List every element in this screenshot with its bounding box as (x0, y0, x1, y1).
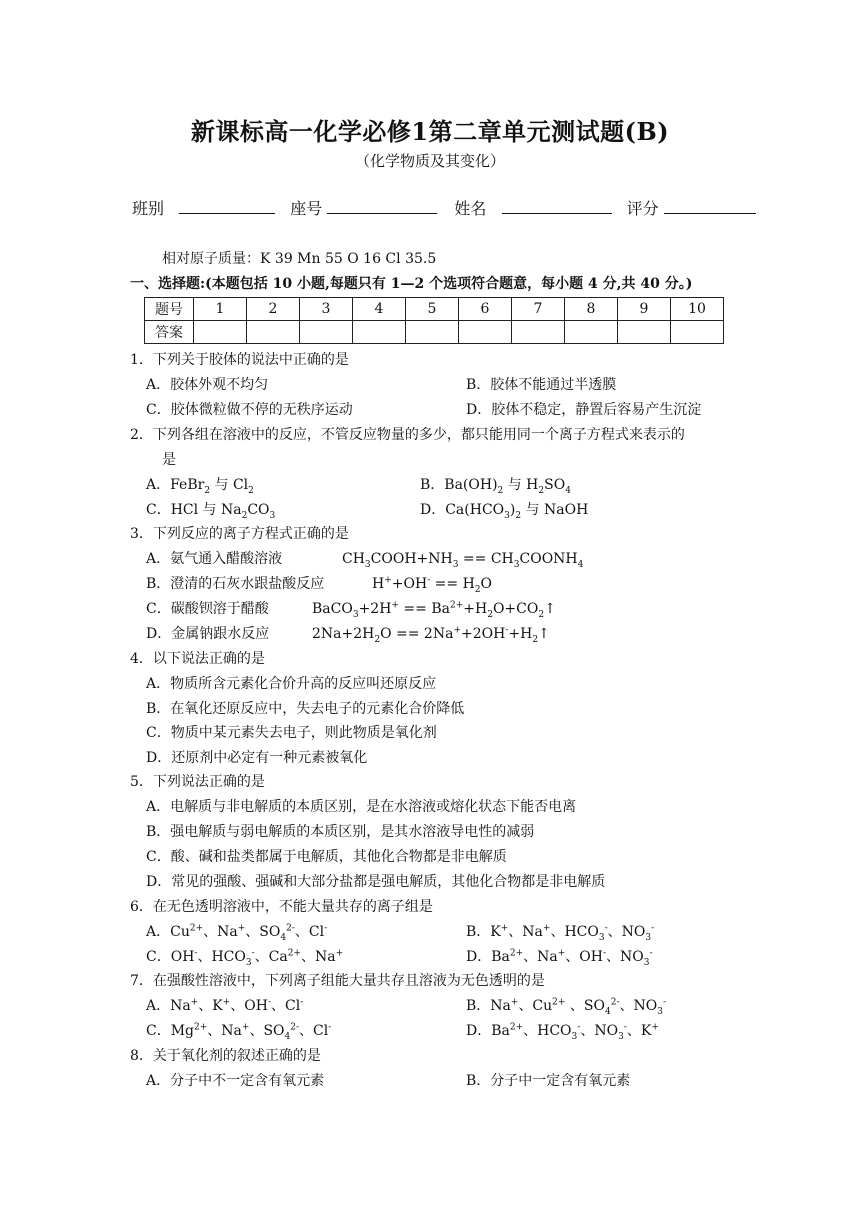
answer-table (144, 297, 724, 344)
q4-option-a: A．物质所含元素化合价升高的反应叫还原反应 (146, 676, 437, 692)
answer-cell[interactable] (671, 321, 724, 344)
q8-option-a: A．分子中不一定含有氧元素 (146, 1073, 325, 1089)
answer-cell[interactable] (300, 321, 353, 344)
q4-option-d: D．还原剂中必定有一种元素被氧化 (146, 750, 368, 766)
q6-option-b: B．K+、Na+、$HCO_3^-$、$NO_3^-$ (466, 923, 655, 943)
q3-equation-d: $2Na+2H_2O$ == $2Na^++2OH^-+H_2↑$ (312, 625, 550, 645)
q1-option-b: B．胶体不能通过半透膜 (466, 377, 617, 393)
question-2-cont: 是 (162, 452, 176, 468)
table-cell: 题号 (145, 298, 194, 321)
q2-option-d: D．$Ca(HCO_3)_2$ 与 NaOH (420, 502, 589, 521)
page-subtitle: （化学物质及其变化） (354, 152, 505, 170)
answer-cell[interactable] (353, 321, 406, 344)
table-cell: 2 (247, 298, 300, 321)
answer-cell[interactable] (247, 321, 300, 344)
table-cell: 4 (353, 298, 406, 321)
q3-option-a: A．氨气通入醋酸溶液 (146, 551, 283, 567)
table-cell: 6 (459, 298, 512, 321)
q6-option-d: D．$Ba^{2+}$、Na+、OH-、$NO_3^-$ (466, 948, 653, 968)
table-cell: 8 (565, 298, 618, 321)
q7-option-a: A．Na+、K+、OH-、Cl- (146, 997, 304, 1014)
table-cell: 1 (194, 298, 247, 321)
question-8: 8．关于氧化剂的叙述正确的是 (130, 1048, 321, 1064)
q7-option-b: B．Na+、$Cu^{2+}$ 、$SO_4^{2-}$、$NO_3^-$ (466, 997, 667, 1017)
score-blank[interactable] (664, 199, 756, 214)
q2-option-c: C．HCl 与 $Na_2CO_3$ (146, 502, 276, 521)
question-1: 1．下列关于胶体的说法中正确的是 (130, 352, 349, 368)
atomic-mass: 相对原子质量：K 39 Mn 55 O 16 Cl 35.5 (162, 251, 437, 267)
q8-option-b: B．分子中一定含有氧元素 (466, 1073, 631, 1089)
class-blank[interactable] (179, 199, 275, 214)
answer-cell[interactable] (512, 321, 565, 344)
q7-option-c: C．$Mg^{2+}$、Na+、$SO_4^{2-}$、Cl- (146, 1022, 332, 1042)
q2-option-b: B．$Ba(OH)_2$ 与 $H_2SO_4$ (420, 477, 571, 496)
answer-cell[interactable] (565, 321, 618, 344)
table-cell: 10 (671, 298, 724, 321)
question-4: 4．以下说法正确的是 (130, 651, 265, 667)
q4-option-c: C．物质中某元素失去电子，则此物质是氧化剂 (146, 725, 437, 741)
class-label: 班别 (132, 199, 165, 218)
q1-option-a: A．胶体外观不均匀 (146, 377, 269, 393)
table-row (145, 321, 724, 344)
table-row (145, 298, 724, 321)
q5-option-d: D．常见的强酸、强碱和大部分盐都是强电解质，其他化合物都是非电解质 (146, 874, 606, 890)
q5-option-b: B．强电解质与弱电解质的本质区别，是其水溶液导电性的减弱 (146, 824, 535, 840)
q3-equation-a: $CH_3COOH+NH_3$ == $CH_3COONH_4$ (342, 551, 584, 570)
table-cell: 3 (300, 298, 353, 321)
score-label: 评分 (626, 199, 659, 218)
q7-option-d: D．$Ba^{2+}$、$HCO_3^-$、$NO_3^-$、K+ (466, 1022, 659, 1042)
answer-cell[interactable] (406, 321, 459, 344)
answer-cell[interactable] (459, 321, 512, 344)
q2-option-a: A．FeBr$_2$ 与 $Cl_2$ (146, 477, 254, 496)
answer-cell[interactable] (194, 321, 247, 344)
question-3: 3．下列反应的离子方程式正确的是 (130, 526, 349, 542)
table-cell: 5 (406, 298, 459, 321)
q5-option-c: C．酸、碱和盐类都属于电解质，其他化合物都是非电解质 (146, 849, 507, 865)
q3-option-c: C．碳酸钡溶于醋酸 (146, 601, 269, 617)
q3-option-b: B．澄清的石灰水跟盐酸反应 (146, 576, 325, 592)
q1-option-c: C．胶体微粒做不停的无秩序运动 (146, 402, 353, 418)
table-cell: 答案 (145, 321, 194, 344)
q4-option-b: B．在氧化还原反应中，失去电子的元素化合价降低 (146, 701, 465, 717)
name-label: 姓名 (454, 199, 487, 218)
q3-equation-c: BaCO$_3$+2H+ == $Ba^{2+}+H_2O+CO_2↑$ (312, 600, 556, 620)
q3-equation-b: $H^++OH^- == H_2O$ (372, 575, 493, 595)
seat-label: 座号 (290, 199, 323, 218)
page-title: 新课标高一化学必修1第二章单元测试题(B) (190, 117, 670, 146)
question-2: 2．下列各组在溶液中的反应，不管反应物量的多少，都只能用同一个离子方程式来表示的 (130, 427, 685, 443)
table-cell: 9 (618, 298, 671, 321)
q6-option-c: C．OH-、$HCO_3^-$、$Ca^{2+}$、Na+ (146, 948, 344, 968)
answer-cell[interactable] (618, 321, 671, 344)
q1-option-d: D．胶体不稳定，静置后容易产生沉淀 (466, 402, 702, 418)
question-5: 5．下列说法正确的是 (130, 774, 265, 790)
table-cell: 7 (512, 298, 565, 321)
question-7: 7．在强酸性溶液中，下列离子组能大量共存且溶液为无色透明的是 (130, 973, 545, 989)
student-info-row (132, 196, 732, 219)
q6-option-a: A．$Cu^{2+}$、Na+、$SO_4^{2-}$、Cl- (146, 923, 328, 943)
q3-option-d: D．金属钠跟水反应 (146, 626, 270, 642)
question-6: 6．在无色透明溶液中，不能大量共存的离子组是 (130, 899, 433, 915)
q5-option-a: A．电解质与非电解质的本质区别，是在水溶液或熔化状态下能否电离 (146, 799, 577, 815)
seat-blank[interactable] (327, 199, 437, 214)
section-heading: 一、选择题:(本题包括 10 小题,每题只有 1—2 个选项符合题意，每小题 4 分,共 40 分。) (130, 276, 693, 292)
name-blank[interactable] (502, 199, 612, 214)
